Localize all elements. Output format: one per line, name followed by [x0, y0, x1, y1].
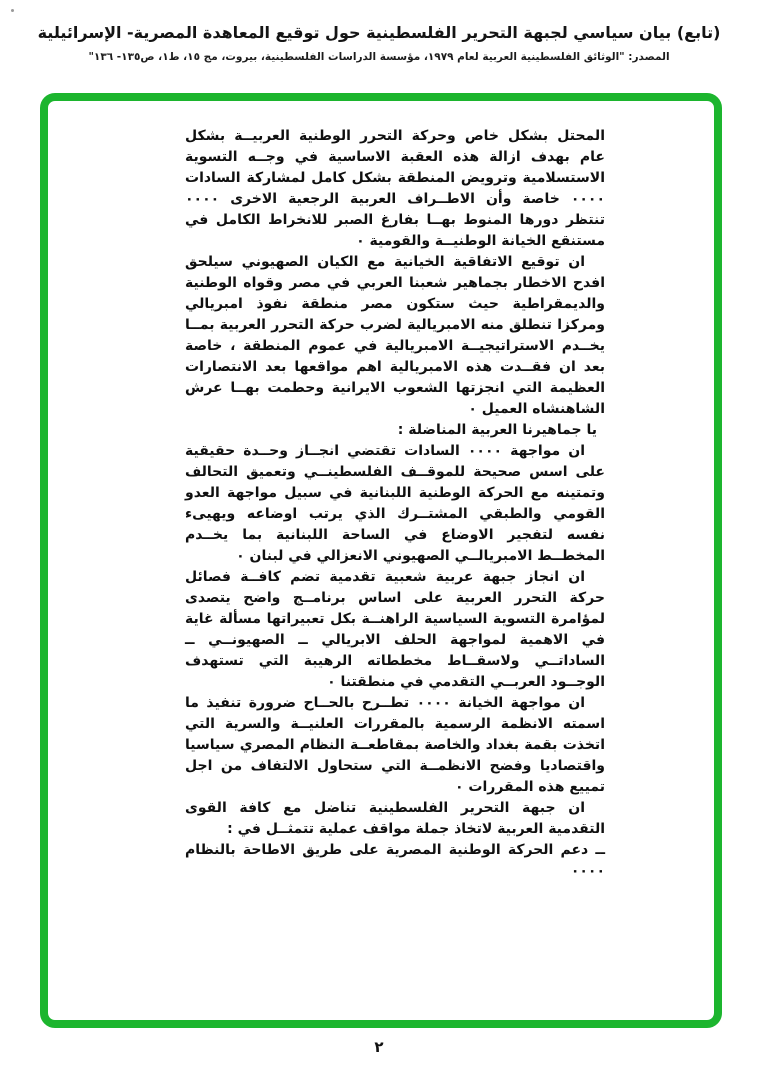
paragraph: ان مواجهة الخيانة ٠٠٠٠ تطــرح بالحــاح ضرورة تنفيذ ما اسمته الانظمة الرسمية بالمقررات العلنيــة والسرية التي اتخذت بقمة بغداد والخاصة بمقاطعــة النظام المصري سياسيا واقتصاديا وفضح الانظمــة التي ستحاول الالتفاف من اجل تمييع هذه المقررات ٠ — [185, 695, 605, 795]
paragraph: ان جبهة التحرير الفلسطينية تناضل مع كافة القوى التقدمية العربية لاتخاذ جملة مواقف عملية تتمثــل في : — [185, 800, 605, 837]
document-header — [0, 22, 758, 63]
source-citation: المصدر: "الوثائق الفلسطينية العربية لعام ١٩٧٩، مؤسسة الدراسات الفلسطينية، بيروت، مج ١٥، ط١، ص١٣٥- ١٣٦" — [88, 51, 670, 63]
paragraph-continuation: المحتل بشكل خاص وحركة التحرر الوطنية العربيــة بشكل عام بهدف ازالة هذه العقبة الاساسية في وجــه التسوية الاستسلامية وترويض المنطقة بشكل كامل لمشاركة السادات ٠٠٠٠ خاصة وأن الاطــراف العربية الرجعية الاخرى ٠٠٠٠ تنتظر دورها المنوط بهــا بفارغ الصبر للانخراط الكامل في مستنقع الخيانة الوطنيــة والقومية ٠ — [185, 128, 605, 249]
paragraph: ان انجاز جبهة عربية شعبية تقدمية تضم كافــة فصائل حركة التحرر العربية على اساس برنامــج واضح يتصدى لمؤامرة التسوية السياسية الراهنــة بكل تعبيراتها مسألة غاية في الاهمية لمواجهة الحلف الابريالي ــ الصهيونــي ــ الساداتــي ولاسقــاط مخططاته الرهيبة التي تستهدف الوجــود العربــي التقدمي في منطقتنا ٠ — [185, 569, 605, 690]
paragraph: ان مواجهة ٠٠٠٠ السادات تقتضي انجــاز وحــدة حقيقية على اسس صحيحة للموقــف الفلسطينــي وتعميق التحالف وتمتينه مع الحركة الوطنية اللبنانية في سبيل مواجهة العدو القومي والطبقي المشتــرك الذي يرتب اوضاعه ويهيىء نفسه لتفجير الاوضاع في الساحة اللبنانية بما يخــدم المخطــط الامبريالــي الصهيوني الانعزالي في لبنان ٠ — [185, 443, 605, 564]
paragraph: ان توقيع الاتفاقية الخيانية مع الكيان الصهيوني سيلحق افدح الاخطار بجماهير شعبنا العربي في مصر وقواه الوطنية والديمقراطية حيث ستكون مصر منطقة نفوذ امبريالي ومركزا تنطلق منه الامبريالية لضرب حركة التحرر العربية بمــا يخــدم الاستراتيجيــة الامبريالية في عموم المنطقة ، خاصة بعد ان فقــدت هذه الامبريالية اهم مواقعها بعد الانتصارات العظيمة التي انجزتها الشعوب الايرانية وحطمت بهــا عرش الشاهنشاه العميل ٠ — [185, 254, 605, 417]
scan-speck — [11, 9, 14, 12]
list-item-dash: ــ دعم الحركة الوطنية المصرية على طريق الاطاحة بالنظام ٠٠٠٠ — [185, 842, 605, 879]
page-number: ٢ — [374, 1038, 384, 1056]
body-text-column — [185, 126, 605, 882]
salutation-line: يا جماهيرنا العربية المناضلة : — [397, 422, 597, 438]
page-title: (تابع) بيان سياسي لجبهة التحرير الفلسطينية حول توقيع المعاهدة المصرية- الإسرائيلية — [37, 23, 721, 42]
